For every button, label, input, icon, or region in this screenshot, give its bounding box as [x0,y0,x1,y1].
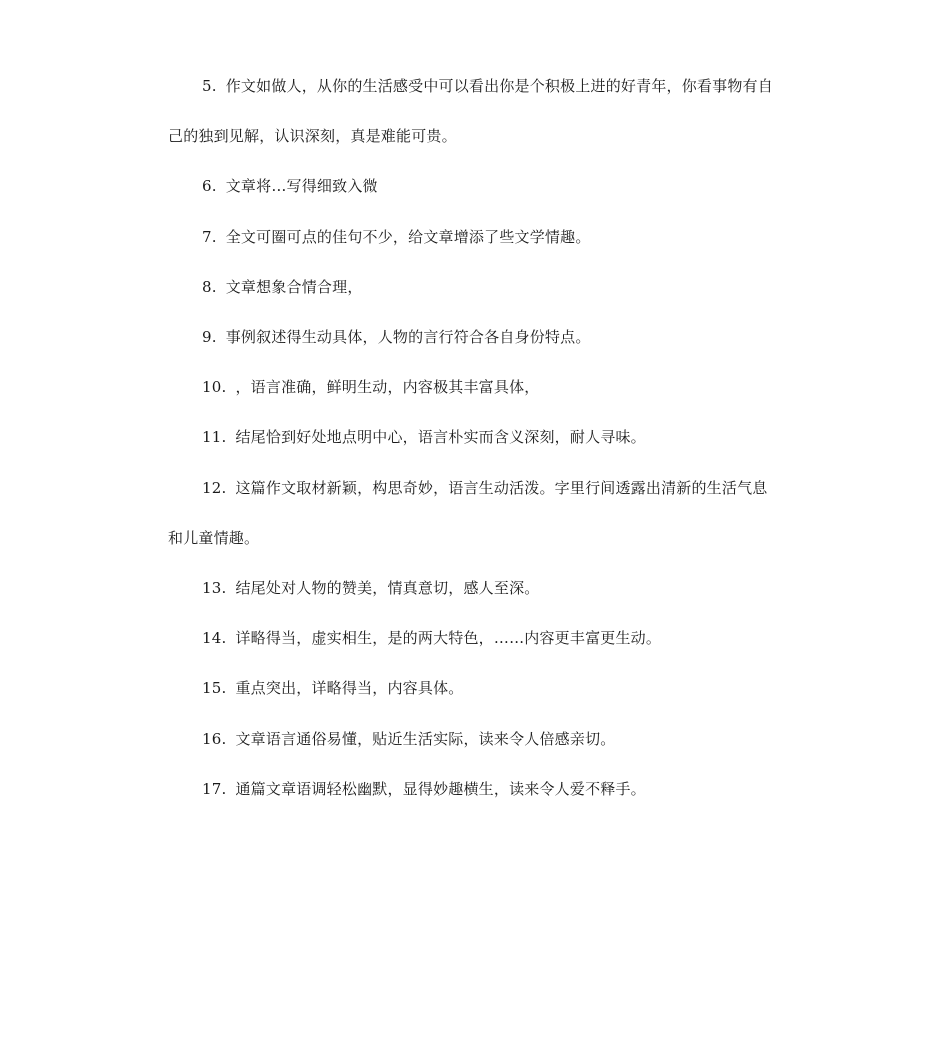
item-number: 5. [202,77,217,95]
item-text: 作文如做人，从你的生活感受中可以看出你是个积极上进的好青年，你看事物有自己的独到见解，认识深刻，真是难能可贵。 [168,77,773,146]
comment-list [168,61,780,814]
item-text: 事例叙述得生动具体，人物的言行符合各自身份特点。 [225,328,591,347]
item-number: 8. [202,277,217,296]
item-number: 6. [202,177,217,196]
list-item [168,613,780,663]
item-text: 全文可圈可点的佳句不少，给文章增添了些文学情趣。 [225,227,591,246]
item-text: 结尾恰到好处地点明中心，语言朴实而含义深刻，耐人寻味。 [235,428,646,447]
list-item [168,312,780,362]
item-text: 这篇作文取材新颖，构思奇妙，语言生动活泼。字里行间透露出清新的生活气息和儿童情趣。 [168,478,768,547]
item-text: 文章语言通俗易懂，贴近生活实际，读来令人倍感亲切。 [235,729,616,748]
list-item [168,463,780,563]
list-item [168,161,780,211]
item-text: 文章将…写得细致入微 [225,177,378,196]
list-item [168,61,780,161]
item-text: 详略得当，虚实相生，是的两大特色，……内容更丰富更生动。 [235,629,662,648]
item-text: 通篇文章语调轻松幽默，显得妙趣横生，读来令人爱不释手。 [235,779,646,798]
list-item [168,412,780,462]
item-number: 10. [202,378,227,397]
list-item [168,663,780,713]
item-number: 15. [202,679,227,698]
list-item [168,714,780,764]
item-number: 17. [202,779,227,798]
item-number: 7. [202,227,217,246]
item-text: 结尾处对人物的赞美，情真意切，感人至深。 [235,579,540,598]
list-item [168,764,780,814]
item-number: 11. [202,428,227,447]
item-number: 9. [202,328,217,347]
item-text: ，语言准确，鲜明生动，内容极其丰富具体， [235,378,540,397]
list-item [168,362,780,412]
list-item [168,563,780,613]
item-number: 14. [202,629,227,648]
item-number: 16. [202,729,227,748]
item-number: 12. [202,478,227,497]
item-text: 文章想象合情合理， [225,277,363,296]
item-text: 重点突出，详略得当，内容具体。 [235,679,464,698]
list-item [168,212,780,262]
item-number: 13. [202,579,227,598]
list-item [168,262,780,312]
